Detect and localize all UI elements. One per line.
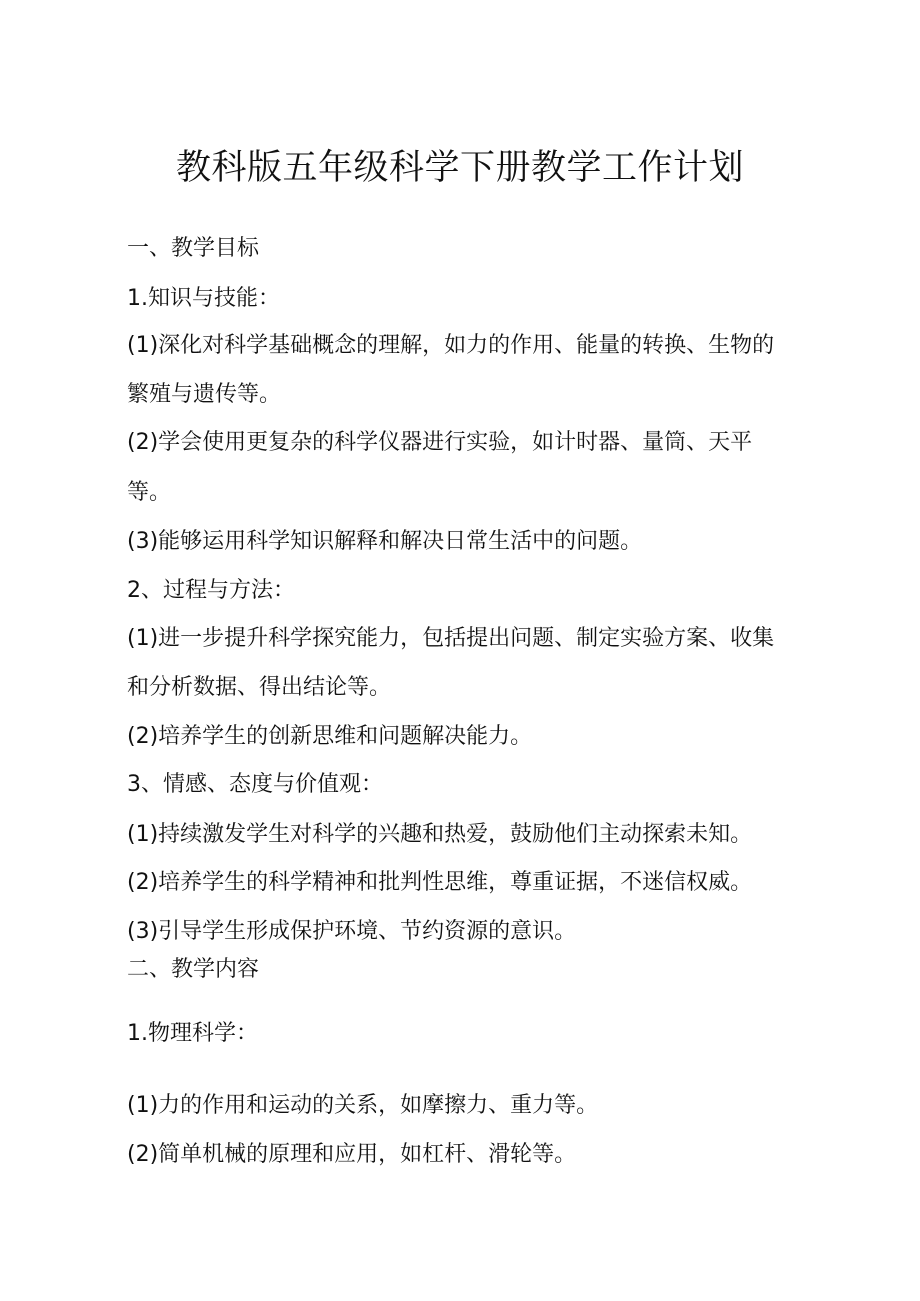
- paragraph-line: (1)深化对科学基础概念的理解，如力的作用、能量的转换、生物的: [127, 333, 775, 358]
- paragraph-line: (2)培养学生的科学精神和批判性思维，尊重证据，不迷信权威。: [127, 870, 753, 895]
- subheading-process-methods: 2、过程与方法：: [127, 578, 295, 603]
- document-title: 教科版五年级科学下册教学工作计划: [175, 148, 744, 188]
- paragraph-line: (2)简单机械的原理和应用，如杠杆、滑轮等。: [127, 1142, 577, 1167]
- paragraph-line: (1)持续激发学生对科学的兴趣和热爱，鼓励他们主动探索未知。: [127, 822, 753, 847]
- paragraph-line: 繁殖与遗传等。: [127, 382, 282, 407]
- paragraph-line: (2)培养学生的创新思维和问题解决能力。: [127, 724, 533, 749]
- paragraph-line: 和分析数据、得出结论等。: [127, 675, 392, 700]
- paragraph-line: (1)进一步提升科学探究能力，包括提出问题、制定实验方案、收集: [127, 626, 775, 651]
- subheading-emotion-attitude-values: 3、情感、态度与价值观：: [127, 772, 383, 797]
- section-heading-teaching-content: 二、教学内容: [127, 957, 260, 982]
- subheading-knowledge-skills: 1.知识与技能：: [127, 286, 280, 311]
- paragraph-line: (1)力的作用和运动的关系，如摩擦力、重力等。: [127, 1093, 599, 1118]
- paragraph-line: (2)学会使用更复杂的科学仪器进行实验，如计时器、量筒、天平: [127, 430, 753, 455]
- section-heading-teaching-goals: 一、教学目标: [127, 236, 260, 261]
- subheading-physical-science: 1.物理科学：: [127, 1021, 258, 1046]
- paragraph-line: (3)能够运用科学知识解释和解决日常生活中的问题。: [127, 529, 643, 554]
- paragraph-line: 等。: [127, 480, 172, 505]
- paragraph-line: (3)引导学生形成保护环境、节约资源的意识。: [127, 919, 577, 944]
